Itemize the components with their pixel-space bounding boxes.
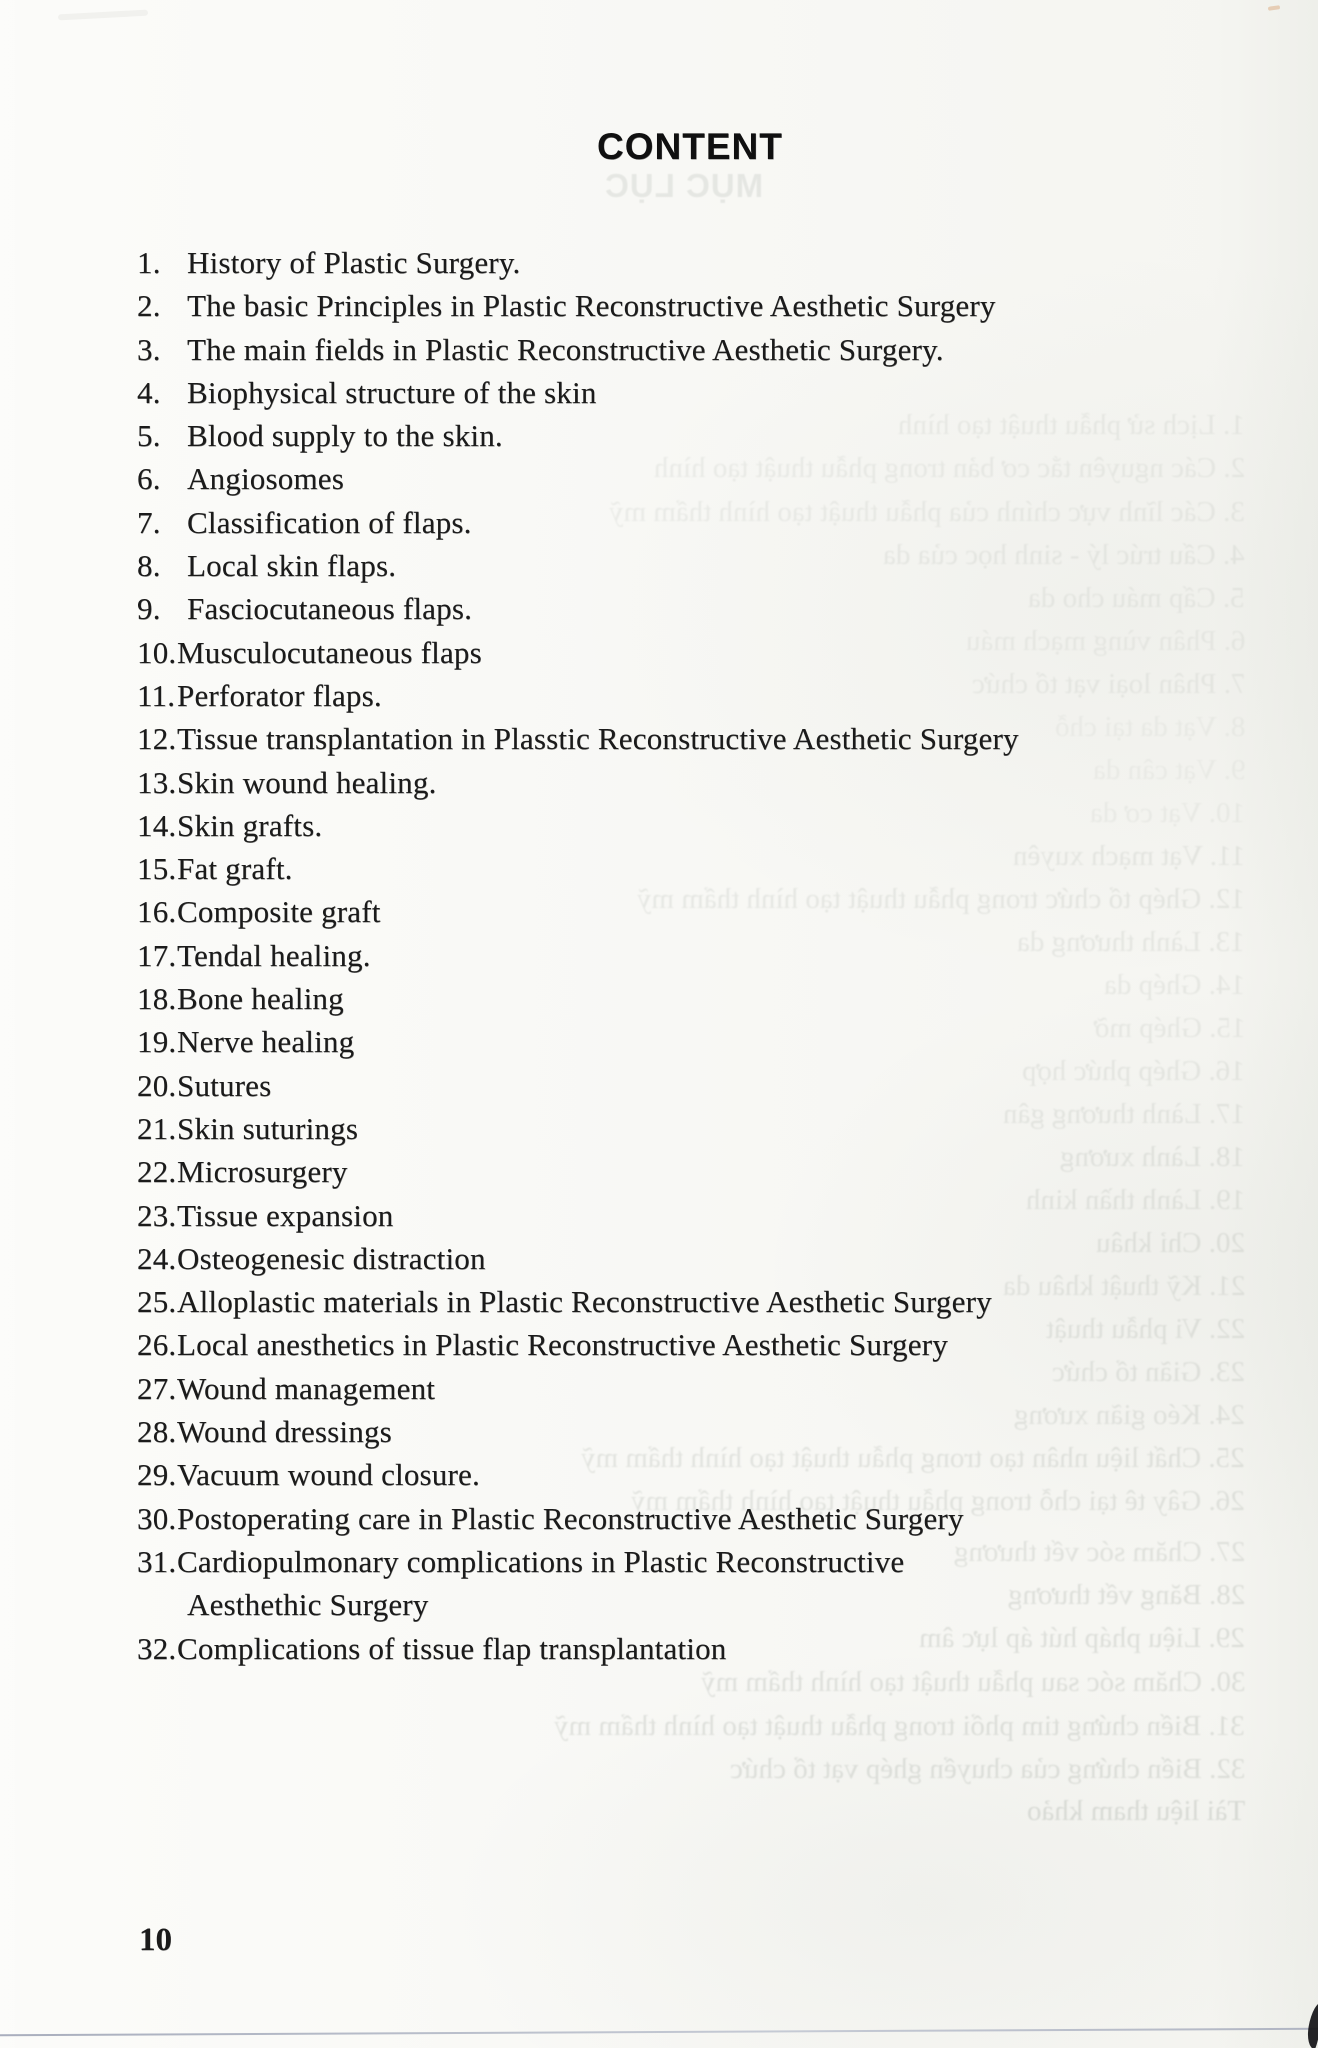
bleedthrough-line: 14. Ghép da (1104, 969, 1245, 1001)
bleedthrough-line: 31. Biến chứng tim phổi trong phẫu thuật tạo hình thẩm mỹ (554, 1710, 1245, 1742)
toc-item-text: Tissue transplantation in Plasstic Reconstructive Aesthetic Surgery (177, 721, 1019, 757)
bleedthrough-line: 19. Lành thần kinh (1025, 1184, 1245, 1216)
toc-item-text: Postoperating care in Plastic Reconstructive Aesthetic Surgery (177, 1500, 964, 1536)
toc-item-number: 9. (137, 591, 161, 627)
toc-item-number: 1. (137, 245, 161, 280)
bleedthrough-line: 3. Các lĩnh vực chính của phẫu thuật tạo hình thẩm mỹ (609, 496, 1245, 528)
bleedthrough-title: MỤC LỤC (604, 167, 764, 204)
toc-item-number: 23. (137, 1197, 177, 1233)
toc-item-number: 2. (137, 288, 161, 324)
page-bottom-edge (0, 2028, 1318, 2037)
toc-item-number: 14. (137, 807, 177, 843)
toc-item-text: Biophysical structure of the skin (187, 374, 597, 410)
bleedthrough-line: 5. Cấp máu cho da (1028, 582, 1245, 614)
scan-corner-mark (1305, 2000, 1318, 2048)
bleedthrough-line: 2. Các nguyên tắc cơ bản trong phẫu thuật tạo hình (653, 452, 1245, 484)
toc-item-text: Cardiopulmonary complications in Plastic Reconstructive (177, 1543, 905, 1579)
toc-item-number: 29. (137, 1457, 177, 1493)
toc-item-text: Wound management (177, 1370, 436, 1406)
toc-item-text: Blood supply to the skin. (187, 418, 503, 454)
toc-item-text: Sutures (177, 1067, 272, 1103)
bleedthrough-line: 30. Chăm sóc sau phẫu thuật tạo hình thẩm mỹ (700, 1666, 1245, 1698)
toc-item-text: Complications of tissue flap transplantation (177, 1630, 727, 1666)
toc-item-text: Tissue expansion (177, 1197, 394, 1233)
bleedthrough-line: 9. Vạt cân da (1092, 754, 1245, 786)
bleedthrough-line: 17. Lành thương gân (1002, 1098, 1245, 1130)
toc-item-text: The basic Principles in Plastic Reconstructive Aesthetic Surgery (187, 288, 996, 324)
bleedthrough-line: 20. Chỉ khâu (1095, 1227, 1245, 1259)
bleedthrough-line: 16. Ghép phức hợp (1022, 1055, 1245, 1087)
toc-item-text: Tendal healing. (177, 937, 371, 973)
toc-item-text: Bone healing (177, 981, 344, 1017)
toc-item-number: 22. (137, 1154, 177, 1190)
bleedthrough-line: 26. Gây tê tại chỗ trong phẫu thuật tạo hình thẩm mỹ (631, 1485, 1245, 1517)
toc-item-number: 5. (137, 418, 161, 454)
toc-item-text: Fat graft. (177, 851, 293, 887)
toc-item-text: Microsurgery (177, 1154, 348, 1190)
toc-item (137, 284, 1277, 327)
toc-item-text: Composite graft (177, 894, 381, 930)
toc-item-text: History of Plastic Surgery. (187, 245, 521, 280)
bleedthrough-line: 11. Vạt mạch xuyên (1013, 840, 1245, 872)
bleedthrough-line: 8. Vạt da tại chỗ (1054, 711, 1245, 743)
toc-item (137, 241, 1277, 284)
toc-item-number: 21. (137, 1110, 177, 1146)
toc-item-text: Osteogenesic distraction (177, 1240, 486, 1276)
bleedthrough-line: Tài liệu tham khảo (1026, 1795, 1245, 1827)
page-number: 10 (139, 1922, 172, 1958)
bleedthrough-line: 13. Lành thương da (1017, 926, 1245, 958)
toc-item-number: 30. (137, 1500, 177, 1536)
bleedthrough-line: 15. Ghép mỡ (1093, 1012, 1245, 1044)
bleedthrough-line: 6. Phân vùng mạch máu (965, 625, 1245, 657)
toc-item-text: Vacuum wound closure. (177, 1457, 480, 1493)
toc-item-text-continued: Aesthethic Surgery (187, 1587, 429, 1623)
bleedthrough-line: 1. Lịch sử phẫu thuật tạo hình (898, 409, 1245, 441)
toc-item-text: Musculocutaneous flaps (177, 634, 482, 670)
bleedthrough-line: 22. Vi phẫu thuật (1045, 1313, 1245, 1345)
bleedthrough-line: 24. Kéo giãn xương (1014, 1399, 1245, 1431)
toc-item-number: 27. (137, 1370, 177, 1406)
bleedthrough-line: 18. Lành xương (1060, 1141, 1245, 1173)
bleedthrough-line: 10. Vạt cơ da (1090, 797, 1245, 829)
toc-item-text: Skin suturings (177, 1110, 359, 1146)
toc-item-number: 26. (137, 1327, 177, 1363)
toc-item-number: 20. (137, 1067, 177, 1103)
toc-item-text: Nerve healing (177, 1024, 355, 1060)
toc-item-number: 10. (137, 634, 177, 670)
toc-item-text: Skin grafts. (177, 807, 323, 843)
toc-item-number: 28. (137, 1414, 177, 1450)
toc-item-number: 25. (137, 1284, 177, 1320)
bleedthrough-line: 4. Cấu trúc lý - sinh học của da (883, 539, 1245, 571)
toc-item-number: 19. (137, 1024, 177, 1060)
bleedthrough-line: 28. Băng vết thương (1007, 1579, 1245, 1611)
toc-item-number: 4. (137, 374, 161, 410)
toc-item-number: 3. (137, 331, 161, 367)
bleedthrough-line: 25. Chất liệu nhân tạo trong phẫu thuật tạo hình thẩm mỹ (581, 1442, 1245, 1474)
toc-item-number: 8. (137, 548, 161, 584)
toc-item-text: Perforator flaps. (177, 677, 382, 713)
bleedthrough-line: 12. Ghép tổ chức trong phẫu thuật tạo hình thẩm mỹ (637, 883, 1245, 915)
bleedthrough-line: 7. Phân loại vạt tổ chức (971, 668, 1245, 700)
toc-item-text: The main fields in Plastic Reconstructive Aesthetic Surgery. (187, 331, 944, 367)
toc-item-number: 32. (137, 1630, 177, 1666)
scan-speck (58, 10, 148, 21)
toc-item-number: 17. (137, 937, 177, 973)
toc-item-text: Angiosomes (187, 461, 344, 497)
toc-item-text: Alloplastic materials in Plastic Reconstructive Aesthetic Surgery (177, 1284, 992, 1320)
bleedthrough-line: 32. Biến chứng của chuyển ghép vạt tổ chức (729, 1753, 1245, 1785)
toc-item-number: 31. (137, 1543, 177, 1579)
toc-item-text: Skin wound healing. (177, 764, 437, 800)
toc-item-number: 6. (137, 461, 161, 497)
bleedthrough-line: 27. Chăm sóc vết thương (953, 1536, 1245, 1568)
toc-item-number: 11. (137, 677, 176, 713)
toc-item-text: Local skin flaps. (187, 548, 397, 584)
toc-item-number: 24. (137, 1240, 177, 1276)
toc-item-text: Wound dressings (177, 1414, 392, 1450)
toc-item-number: 7. (137, 504, 161, 540)
toc-item-number: 16. (137, 894, 177, 930)
bleedthrough-line: 23. Giãn tổ chức (1052, 1356, 1245, 1388)
toc-item-number: 15. (137, 851, 177, 887)
toc-item (137, 328, 1277, 371)
toc-item-number: 13. (137, 764, 177, 800)
toc-item-text: Fasciocutaneous flaps. (187, 591, 473, 627)
page-title: CONTENT (597, 126, 783, 167)
toc-item-number: 12. (137, 721, 177, 757)
toc-item-text: Classification of flaps. (187, 504, 472, 540)
toc-item-text: Local anesthetics in Plastic Reconstructive Aesthetic Surgery (177, 1327, 948, 1363)
bleedthrough-line: 21. Kỹ thuật khâu da (1002, 1270, 1245, 1302)
bleedthrough-line: 29. Liệu pháp hút áp lực âm (919, 1622, 1245, 1654)
toc-item-number: 18. (137, 981, 177, 1017)
scan-speck-orange (1268, 5, 1280, 11)
